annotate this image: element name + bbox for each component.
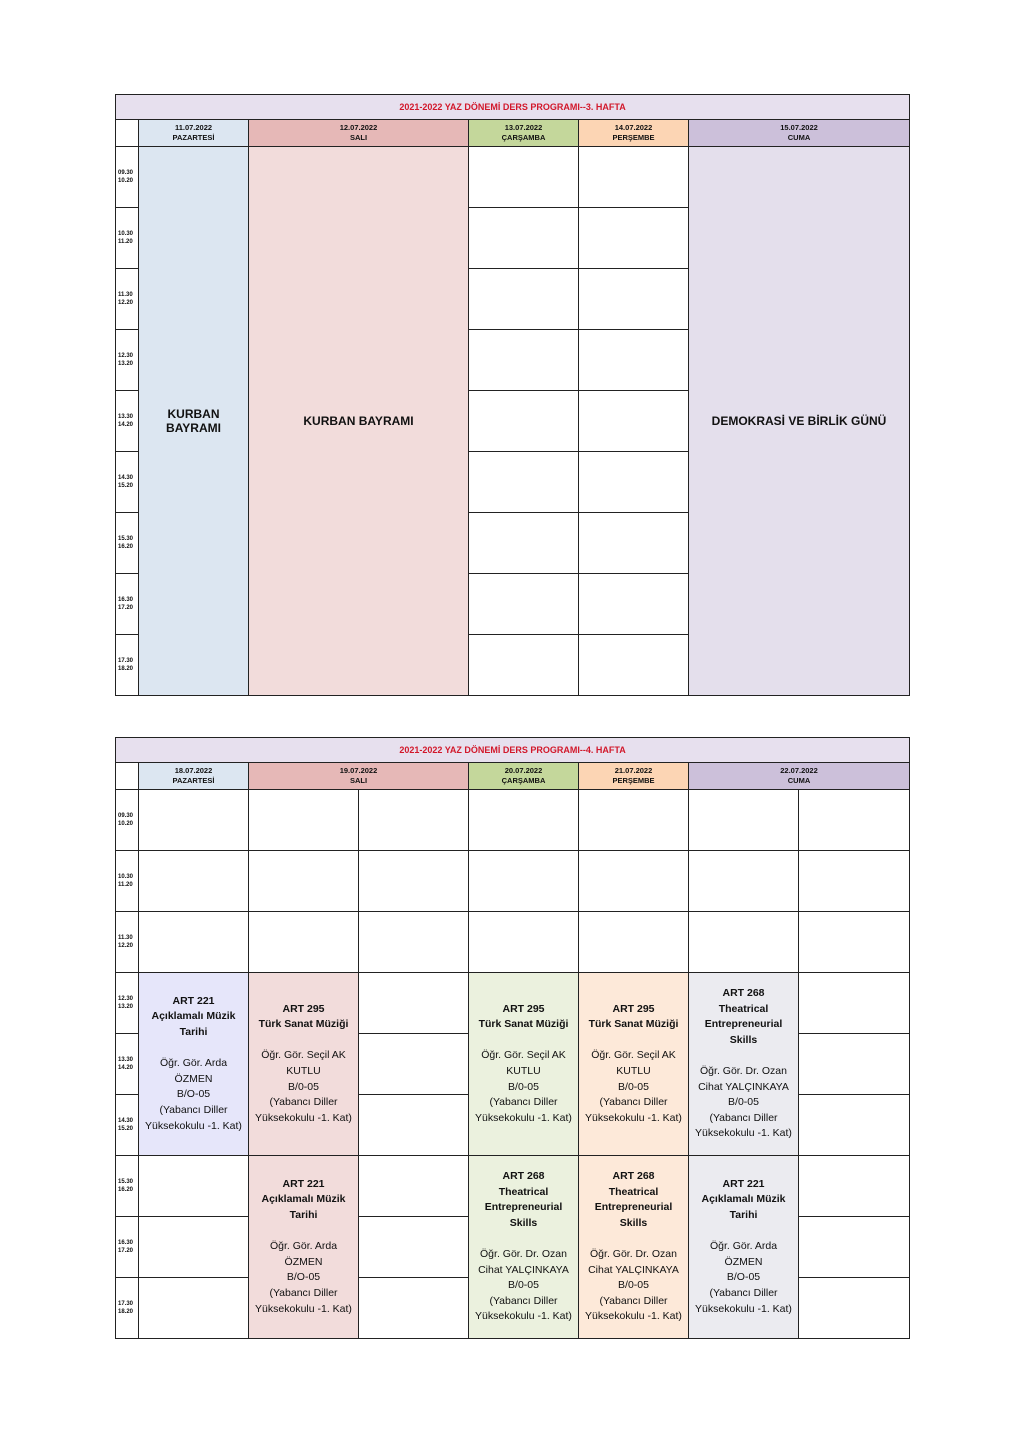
time-slot: 14.30 15.20 [116, 1095, 139, 1156]
time-slot: 17.30 18.20 [116, 635, 139, 696]
empty-cell [579, 452, 689, 513]
empty-cell [139, 1278, 249, 1339]
time-slot: 12.30 13.20 [116, 330, 139, 391]
week3-title: 2021-2022 YAZ DÖNEMİ DERS PROGRAMI--3. HAFTA [116, 95, 910, 120]
day-header-thursday: 14.07.2022 PERŞEMBE [579, 120, 689, 147]
empty-cell [579, 790, 689, 851]
course-cell-friday-art221: ART 221 Açıklamalı Müzik Tarihi Öğr. Gör. Arda ÖZMEN B/O-05 (Yabancı Diller Yüksekokulu -1. Kat) [689, 1156, 799, 1339]
course-cell-wednesday-art268: ART 268 Theatrical Entrepreneurial Skills Öğr. Gör. Dr. Ozan Cihat YALÇINKAYA B/0-05 (Yabancı Diller Yüksekokulu -1. Kat) [469, 1156, 579, 1339]
corner-cell [116, 763, 139, 790]
empty-cell [249, 912, 359, 973]
empty-cell [579, 330, 689, 391]
empty-cell [799, 1217, 910, 1278]
empty-cell [139, 1156, 249, 1217]
day-header-thursday: 21.07.2022 PERŞEMBE [579, 763, 689, 790]
empty-cell [469, 635, 579, 696]
empty-cell [799, 851, 910, 912]
empty-cell [799, 1095, 910, 1156]
empty-cell [799, 1156, 910, 1217]
time-slot: 15.30 16.20 [116, 513, 139, 574]
week4-title: 2021-2022 YAZ DÖNEMİ DERS PROGRAMI--4. HAFTA [116, 738, 910, 763]
course-cell-thursday-art295: ART 295 Türk Sanat Müziği Öğr. Gör. Seçil AK KUTLU B/0-05 (Yabancı Diller Yüksekokulu -1. Kat) [579, 973, 689, 1156]
day-header-friday: 15.07.2022 CUMA [689, 120, 910, 147]
empty-cell [249, 851, 359, 912]
empty-cell [469, 269, 579, 330]
time-slot: 09.30 10.20 [116, 790, 139, 851]
day-header-wednesday: 20.07.2022 ÇARŞAMBA [469, 763, 579, 790]
time-slot: 14.30 15.20 [116, 452, 139, 513]
time-slot: 10.30 11.20 [116, 208, 139, 269]
empty-cell [139, 1217, 249, 1278]
empty-cell [249, 790, 359, 851]
empty-cell [579, 208, 689, 269]
empty-cell [359, 1278, 469, 1339]
empty-cell [359, 1095, 469, 1156]
holiday-cell-tuesday: KURBAN BAYRAMI [249, 147, 469, 696]
empty-cell [579, 912, 689, 973]
course-cell-tuesday-art295: ART 295 Türk Sanat Müziği Öğr. Gör. Seçil AK KUTLU B/0-05 (Yabancı Diller Yüksekokulu -1. Kat) [249, 973, 359, 1156]
week3-schedule-table [115, 94, 910, 696]
time-slot: 13.30 14.20 [116, 391, 139, 452]
time-slot: 12.30 13.20 [116, 973, 139, 1034]
empty-cell [359, 851, 469, 912]
day-header-monday: 18.07.2022 PAZARTESİ [139, 763, 249, 790]
empty-cell [799, 1278, 910, 1339]
time-slot: 09.30 10.20 [116, 147, 139, 208]
time-slot: 16.30 17.20 [116, 1217, 139, 1278]
corner-cell [116, 120, 139, 147]
empty-cell [579, 269, 689, 330]
time-slot: 15.30 16.20 [116, 1156, 139, 1217]
empty-cell [579, 391, 689, 452]
day-header-tuesday: 19.07.2022 SALI [249, 763, 469, 790]
day-header-wednesday: 13.07.2022 ÇARŞAMBA [469, 120, 579, 147]
empty-cell [469, 851, 579, 912]
course-cell-monday-art221: ART 221 Açıklamalı Müzik Tarihi Öğr. Gör. Arda ÖZMEN B/O-05 (Yabancı Diller Yüksekokulu -1. Kat) [139, 973, 249, 1156]
holiday-cell-friday: DEMOKRASİ VE BİRLİK GÜNÜ [689, 147, 910, 696]
empty-cell [359, 912, 469, 973]
empty-cell [579, 635, 689, 696]
day-header-tuesday: 12.07.2022 SALI [249, 120, 469, 147]
time-slot: 10.30 11.20 [116, 851, 139, 912]
empty-cell [579, 513, 689, 574]
empty-cell [469, 452, 579, 513]
empty-cell [469, 208, 579, 269]
holiday-cell-monday: KURBAN BAYRAMI [139, 147, 249, 696]
time-slot: 17.30 18.20 [116, 1278, 139, 1339]
empty-cell [799, 912, 910, 973]
empty-cell [799, 1034, 910, 1095]
empty-cell [799, 973, 910, 1034]
course-cell-friday-art268: ART 268 Theatrical Entrepreneurial Skills Öğr. Gör. Dr. Ozan Cihat YALÇINKAYA B/0-05 (Yabancı Diller Yüksekokulu -1. Kat) [689, 973, 799, 1156]
empty-cell [469, 513, 579, 574]
time-slot: 13.30 14.20 [116, 1034, 139, 1095]
empty-cell [359, 973, 469, 1034]
empty-cell [579, 147, 689, 208]
empty-cell [469, 912, 579, 973]
empty-cell [359, 1034, 469, 1095]
empty-cell [799, 790, 910, 851]
empty-cell [579, 851, 689, 912]
empty-cell [359, 1217, 469, 1278]
empty-cell [469, 574, 579, 635]
time-slot: 16.30 17.20 [116, 574, 139, 635]
empty-cell [579, 574, 689, 635]
empty-cell [689, 851, 799, 912]
course-cell-tuesday-art221: ART 221 Açıklamalı Müzik Tarihi Öğr. Gör. Arda ÖZMEN B/O-05 (Yabancı Diller Yüksekokulu -1. Kat) [249, 1156, 359, 1339]
empty-cell [469, 147, 579, 208]
day-header-monday: 11.07.2022 PAZARTESİ [139, 120, 249, 147]
day-header-friday: 22.07.2022 CUMA [689, 763, 910, 790]
week4-schedule-table [115, 737, 910, 1339]
course-cell-wednesday-art295: ART 295 Türk Sanat Müziği Öğr. Gör. Seçil AK KUTLU B/0-05 (Yabancı Diller Yüksekokulu -1. Kat) [469, 973, 579, 1156]
time-slot: 11.30 12.20 [116, 269, 139, 330]
course-cell-thursday-art268: ART 268 Theatrical Entrepreneurial Skills Öğr. Gör. Dr. Ozan Cihat YALÇINKAYA B/0-05 (Yabancı Diller Yüksekokulu -1. Kat) [579, 1156, 689, 1339]
empty-cell [359, 790, 469, 851]
empty-cell [469, 391, 579, 452]
empty-cell [469, 790, 579, 851]
empty-cell [469, 330, 579, 391]
empty-cell [139, 790, 249, 851]
empty-cell [689, 912, 799, 973]
empty-cell [139, 912, 249, 973]
empty-cell [689, 790, 799, 851]
empty-cell [359, 1156, 469, 1217]
empty-cell [139, 851, 249, 912]
time-slot: 11.30 12.20 [116, 912, 139, 973]
